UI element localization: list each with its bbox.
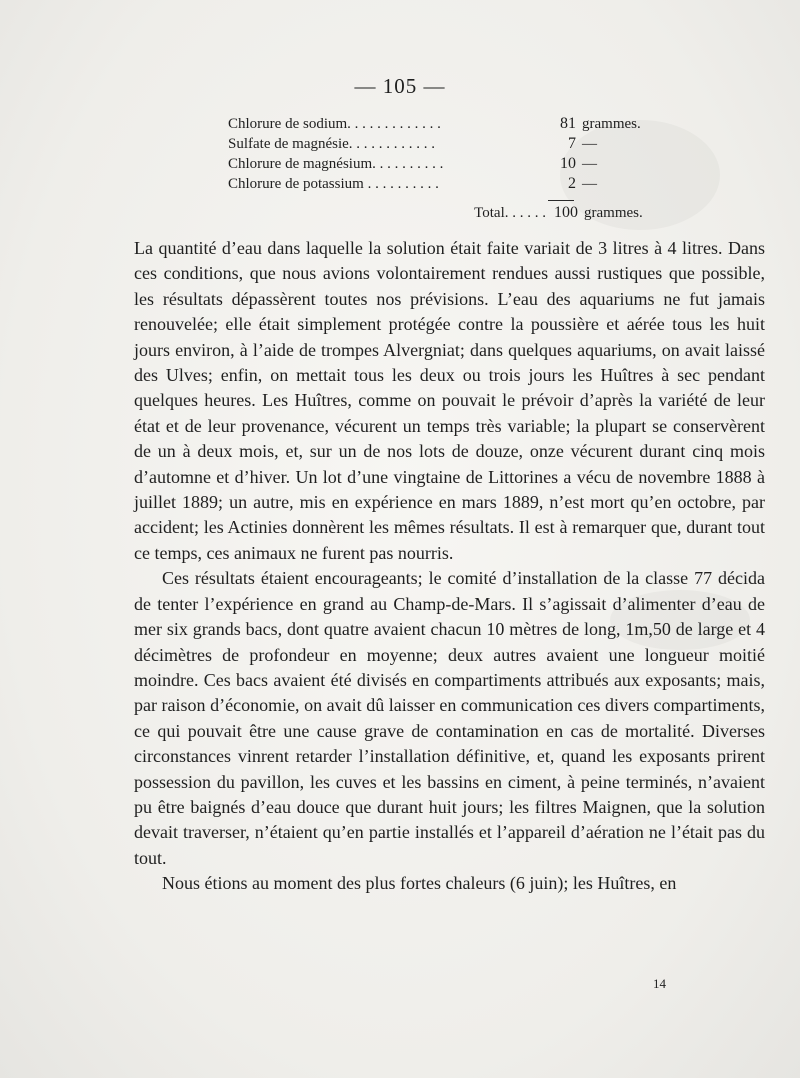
page-number: — 105 —	[354, 74, 446, 98]
salt-name: Chlorure de magnésium. . . . . . . . . .	[228, 156, 444, 172]
composition-row	[228, 134, 648, 154]
composition-row	[228, 154, 648, 174]
salt-name: Sulfate de magnésie. . . . . . . . . . . .	[228, 136, 436, 152]
composition-row	[228, 114, 648, 134]
total-label: Total. . . . . .	[474, 205, 546, 221]
signature-folio: 14	[653, 976, 666, 991]
paragraph: Nous étions au moment des plus fortes chaleurs (6 juin); les Huîtres, en	[162, 873, 677, 894]
composition-total-row	[228, 203, 648, 225]
paragraph: La quantité d’eau dans laquelle la solution était faite variait de 3 litres à 4 litres. Dans ces conditions, que nous avions volontairement rendues aussi rustiques que possible, les résultats dépassèrent toutes nos prévisions. L’eau des aquariums ne fut jamais renouvelée; elle était simplement protégée contre la poussière et aérée tous les huit jours environ, à l’aide de trompes Alvergniat; dans quelques aquariums, on avait laissé des Ulves; enfin, on mettait tous les deux ou trois jours les Huîtres à sec pendant quelques heures. Les Huîtres, comme on pouvait le prévoir d’après la variété de leur état et de leur provenance, vécurent un temps très variable; la plupart se conservèrent de un à deux mois, et, sur un de nos lots de douze, onze vécurent durant cinq mois d’automne et d’hiver. Un lot d’une vingtaine de Littorines a vécu de novembre 1888 à juillet 1889; un autre, mis en expérience en mars 1889, n’est mort qu’en octobre, par accident; les Actinies donnèrent les mêmes résultats. Il est à remarquer que, durant tout ce temps, ces animaux ne furent pas nourris.	[134, 238, 765, 563]
salt-unit: —	[582, 136, 597, 152]
total-quantity: 100	[554, 204, 578, 221]
body-text	[134, 236, 765, 897]
total-unit: grammes.	[584, 205, 643, 221]
salt-unit: —	[582, 156, 597, 172]
salt-composition-table	[228, 114, 648, 225]
salt-unit: grammes.	[582, 116, 641, 132]
composition-row	[228, 174, 648, 194]
salt-quantity: 7	[568, 135, 576, 152]
salt-quantity: 2	[568, 175, 576, 192]
paragraph: Ces résultats étaient encourageants; le comité d’installation de la classe 77 décida de tenter l’expérience en grand au Champ-de-Mars. Il s’agissait d’alimenter d’eau de mer six grands bacs, dont quatre avaient chacun 10 mètres de long, 1m,50 de large et 4 décimètres de profondeur en moyenne; deux autres avaient une longueur moitié moindre. Ces bacs avaient été divisés en compartiments attribués aux exposants; mais, par raison d’économie, on avait dû laisser en communication ces divers compartiments, ce qui pouvait être une cause grave de contamination en cas de mortalité. Diverses circonstances vinrent retarder l’installation définitive, et, quand les exposants prirent possession du pavillon, les cuves et les bassins en ciment, à peine terminés, n’avaient pu être baignés d’eau douce que durant huit jours; les filtres Maignen, que la solution devait traverser, n’étaient qu’en partie installés et l’appareil d’aération ne l’était pas du tout.	[134, 568, 765, 868]
salt-quantity: 81	[560, 115, 576, 132]
sum-rule	[548, 200, 574, 201]
salt-quantity: 10	[560, 155, 576, 172]
salt-name: Chlorure de sodium. . . . . . . . . . . . .	[228, 116, 441, 132]
salt-name: Chlorure de potassium . . . . . . . . . .	[228, 176, 439, 192]
salt-unit: —	[582, 176, 597, 192]
